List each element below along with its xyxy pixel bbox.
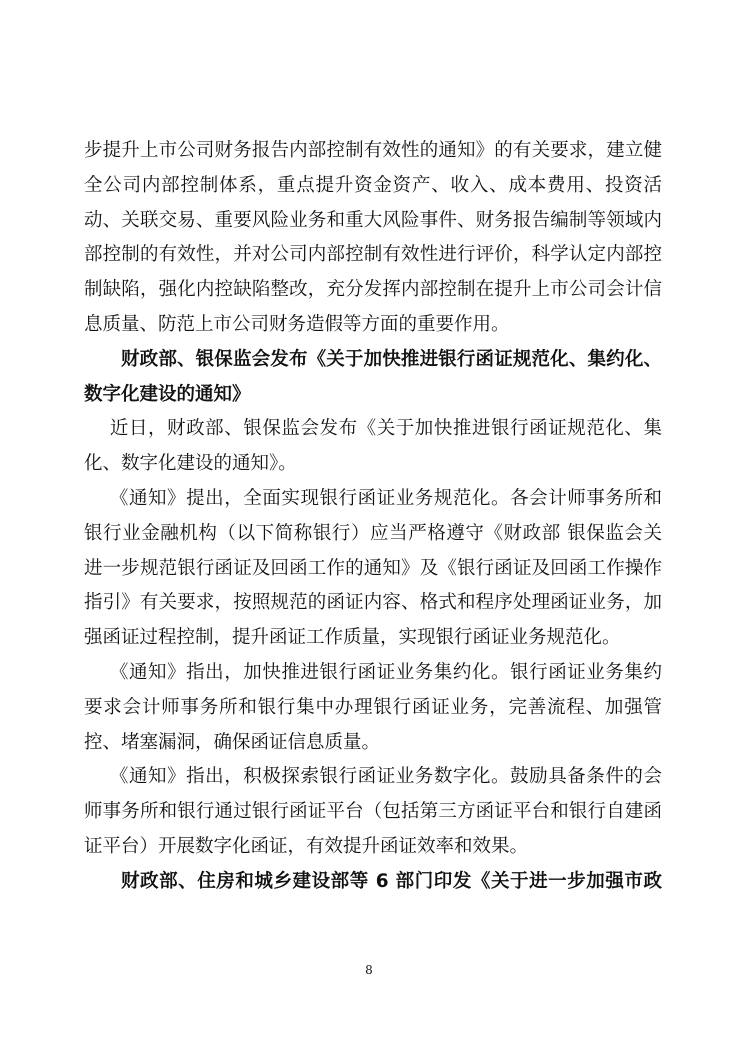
paragraph-line: 息质量、防范上市公司财务造假等方面的重要作用。	[84, 313, 510, 335]
paragraph-line: 强函证过程控制，提升函证工作质量，实现银行函证业务规范化。	[84, 627, 621, 649]
paragraph-line: 控、堵塞漏洞，确保函证信息质量。	[84, 731, 381, 753]
paragraph-line: 银行业金融机构（以下简称银行）应当严格遵守《财政部 银保监会关	[84, 522, 662, 544]
page-number: 8	[365, 963, 373, 977]
paragraph-line: 《通知》指出，加快推进银行函证业务集约化。银行函证业务集约	[109, 661, 662, 683]
paragraph-line: 制缺陷，强化内控缺陷整改，充分发挥内部控制在提升上市公司会计信	[84, 279, 662, 301]
paragraph-line: 进一步规范银行函证及回函工作的通知》及《银行函证及回函工作操作	[84, 557, 662, 579]
paragraph-line: 化、数字化建设的通知》。	[84, 453, 297, 475]
paragraph-line: 《通知》提出，全面实现银行函证业务规范化。各会计师事务所和	[109, 487, 662, 509]
section-heading-line: 财政部、银保监会发布《关于加快推进银行函证规范化、集约化、	[121, 348, 662, 370]
paragraph-line: 近日，财政部、银保监会发布《关于加快推进银行函证规范化、集	[109, 418, 662, 440]
paragraph-line: 动、关联交易、重要风险业务和重大风险事件、财务报告编制等领域内	[84, 209, 662, 231]
paragraph-line: 步提升上市公司财务报告内部控制有效性的通知》的有关要求，建立健	[84, 140, 662, 161]
paragraph-line: 《通知》指出，积极探索银行函证业务数字化。鼓励具备条件的会	[109, 766, 662, 788]
paragraph-line: 师事务所和银行通过银行函证平台（包括第三方函证平台和银行自建函	[84, 801, 662, 823]
paragraph-line: 证平台）开展数字化函证，有效提升函证效率和效果。	[84, 835, 529, 857]
section-heading-line: 数字化建设的通知》	[84, 383, 251, 405]
document-body	[84, 134, 662, 900]
paragraph-line: 要求会计师事务所和银行集中办理银行函证业务，完善流程、加强管	[84, 696, 662, 718]
section-heading-line: 财政部、住房和城乡建设部等 6 部门印发《关于进一步加强市政	[121, 870, 662, 892]
paragraph-line: 部控制的有效性，并对公司内部控制有效性进行评价，科学认定内部控	[84, 244, 662, 266]
paragraph-line: 全公司内部控制体系，重点提升资金资产、收入、成本费用、投资活	[84, 174, 662, 196]
paragraph-line: 指引》有关要求，按照规范的函证内容、格式和程序处理函证业务，加	[84, 592, 662, 614]
